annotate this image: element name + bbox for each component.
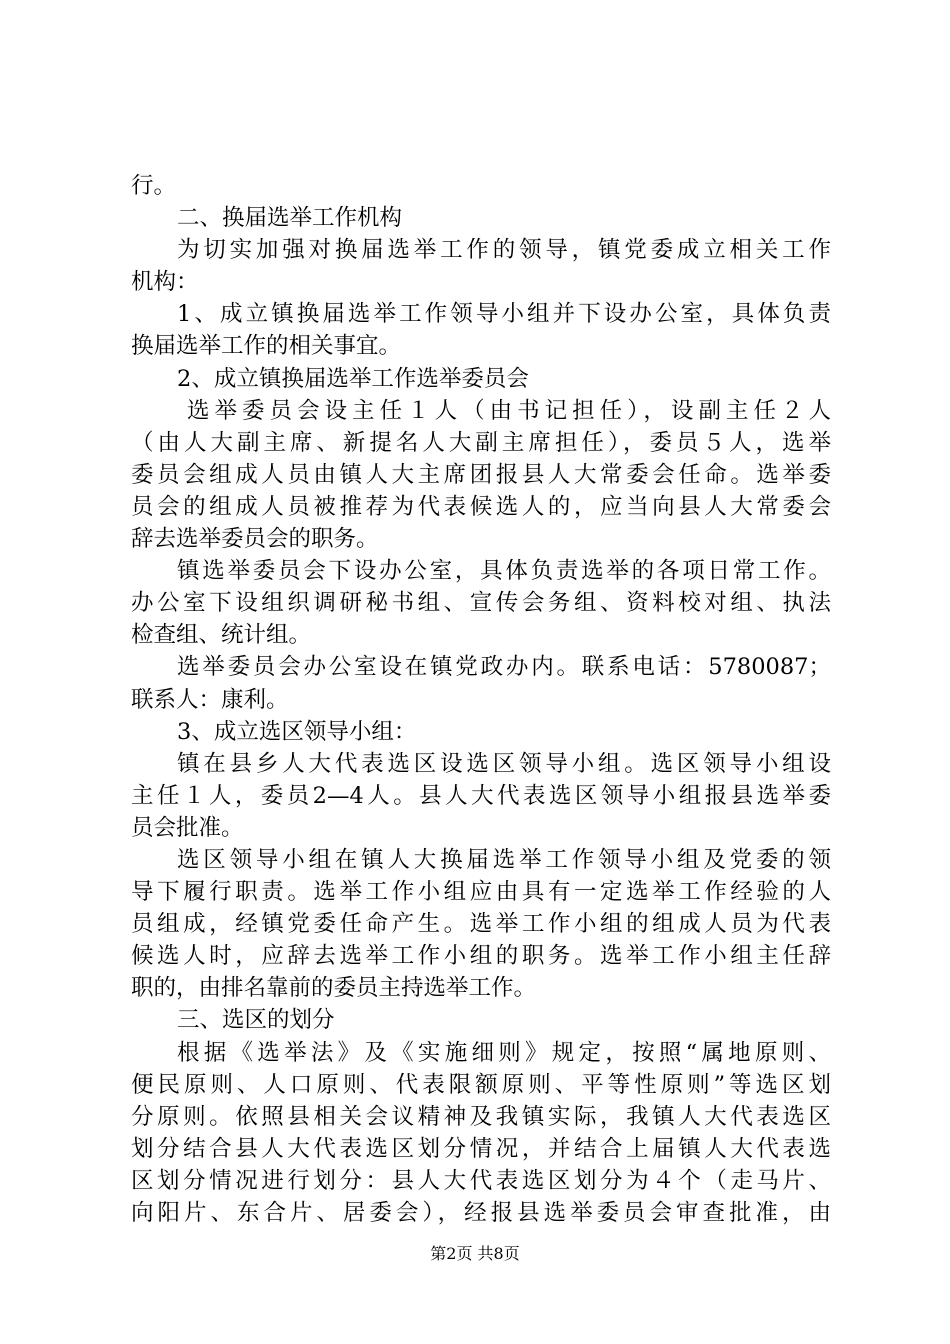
text-line: 划分结合县人大代表选区划分情况，并结合上届镇人大代表选	[131, 1135, 831, 1162]
text-line: 分原则。依照县相关会议精神及我镇实际，我镇人大代表选区	[131, 1103, 831, 1130]
section-heading: 二、换届选举工作机构	[177, 205, 403, 232]
text-line: 联系人：康利。	[131, 686, 289, 713]
section-heading: 三、选区的划分	[177, 1007, 335, 1034]
text-line: 员组成，经镇党委任命产生。选举工作小组的组成人员为代表	[131, 911, 831, 938]
text-line: 辞去选举委员会的职务。	[131, 526, 379, 553]
text-line: 主任１人，委员2—4人。县人大代表选区领导小组报县选举委	[131, 782, 831, 809]
text-line: 镇选举委员会下设办公室，具体负责选举的各项日常工作。	[177, 558, 831, 585]
text-line: 选举委员会设主任１人（由书记担任），设副主任２人	[187, 397, 831, 424]
text-line: 区划分情况进行划分：县人大代表选区划分为４个（走马片、	[131, 1167, 831, 1194]
text-line: 镇在县乡人大代表选区设选区领导小组。选区领导小组设	[177, 750, 831, 777]
text-line: 导下履行职责。选举工作小组应由具有一定选举工作经验的人	[131, 879, 831, 906]
text-line: 向阳片、东合片、居委会），经报县选举委员会审查批准，由	[131, 1200, 831, 1226]
text-line: 候选人时，应辞去选举工作小组的职务。选举工作小组主任辞	[131, 943, 831, 970]
text-line: 员会的组成人员被推荐为代表候选人的，应当向县人大常委会	[131, 493, 831, 520]
subsection-heading: 2、成立镇换届选举工作选举委员会	[177, 365, 529, 392]
text-line: 行。	[131, 173, 177, 199]
text-line: （由人大副主席、新提名人大副主席担任），委员５人，选举	[131, 429, 831, 456]
page-number-footer: 第2页 共8页	[430, 1244, 520, 1263]
text-line: 职的，由排名靠前的委员主持选举工作。	[131, 975, 537, 1002]
subsection-heading: 3、成立选区领导小组：	[177, 718, 417, 745]
text-line: 1、成立镇换届选举工作领导小组并下设办公室，具体负责	[177, 301, 831, 328]
text-line: 员会批准。	[131, 814, 244, 841]
text-line: 根据《选举法》及《实施细则》规定，按照“属地原则、	[177, 1039, 831, 1066]
text-line: 便民原则、人口原则、代表限额原则、平等性原则”等选区划	[131, 1071, 831, 1098]
text-line: 委员会组成人员由镇人大主席团报县人大常委会任命。选举委	[131, 461, 831, 488]
text-line: 为切实加强对换届选举工作的领导，镇党委成立相关工作	[177, 237, 831, 264]
text-line: 机构：	[131, 269, 199, 296]
text-line: 检查组、统计组。	[131, 622, 312, 649]
text-line: 选举委员会办公室设在镇党政办内。联系电话：5780087；	[177, 654, 831, 681]
text-line: 办公室下设组织调研秘书组、宣传会务组、资料校对组、执法	[131, 590, 831, 617]
document-body	[131, 170, 831, 1229]
text-line: 换届选举工作的相关事宜。	[131, 333, 402, 360]
text-line: 选区领导小组在镇人大换届选举工作领导小组及党委的领	[177, 846, 831, 873]
